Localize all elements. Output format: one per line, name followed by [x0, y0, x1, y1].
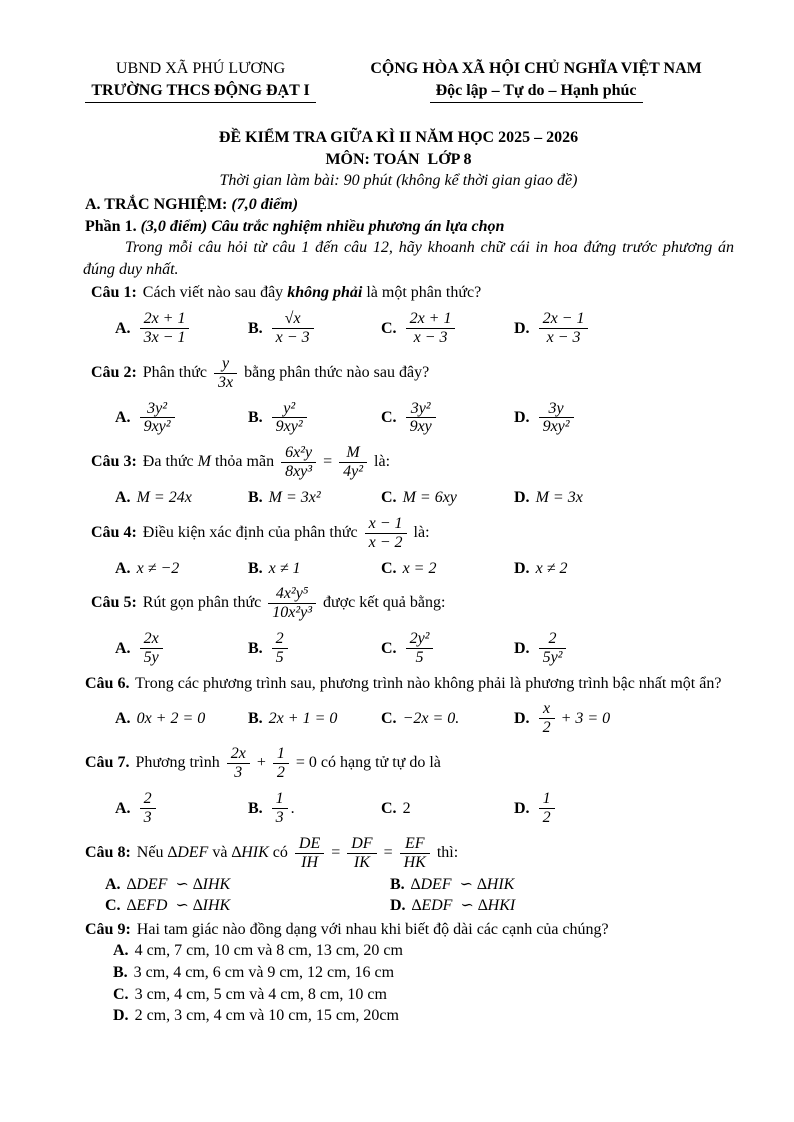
option-letter: B. [248, 559, 263, 577]
fraction-numerator: 2x [140, 630, 163, 649]
option-value: ∆EFD ∽ ∆IHK [126, 897, 231, 915]
option-letter: A. [115, 409, 131, 427]
question-1-stem [91, 282, 734, 304]
fraction-denominator: 5y² [542, 648, 563, 666]
fraction-denominator: 3 [234, 764, 243, 782]
q7-option-c [381, 798, 514, 820]
fraction [365, 515, 407, 552]
question-1-options [115, 308, 734, 349]
question-6-stem [85, 673, 734, 695]
option-value: 3 cm, 4 cm, 5 cm và 4 cm, 8 cm, 10 cm [134, 985, 387, 1003]
national-motto [338, 80, 734, 104]
fraction-denominator: 9xy² [542, 418, 570, 436]
option-letter: C. [381, 559, 397, 577]
option-letter: D. [514, 559, 530, 577]
fraction [273, 745, 289, 782]
fraction-denominator: 5 [275, 648, 284, 666]
fraction-numerator: 2x [227, 745, 250, 764]
question-1-label: Câu 1: [91, 284, 137, 302]
option-letter: C. [381, 319, 397, 337]
option-letter: A. [115, 319, 131, 337]
question-6-label: Câu 6. [85, 674, 130, 692]
fraction-denominator: HK [403, 853, 426, 871]
issuing-authority: UBND XÃ PHÚ LƯƠNG [115, 60, 286, 77]
q8-option-b [390, 874, 514, 896]
fraction-denominator: 10x²y³ [272, 604, 313, 622]
fraction [339, 444, 367, 481]
fraction-denominator: 3 [143, 808, 152, 826]
fraction [406, 310, 456, 347]
section-a-heading [85, 194, 734, 216]
q9-option-a [113, 940, 734, 962]
option-value: 3 cm, 4 cm, 6 cm và 9 cm, 12 cm, 16 cm [133, 964, 395, 982]
fraction-denominator: x − 3 [413, 328, 448, 346]
option-letter: B. [390, 875, 405, 893]
q6-option-d [514, 698, 610, 739]
fraction [347, 835, 376, 872]
exam-duration: Thời gian làm bài: 90 phút (không kể thời gian giao đề) [219, 172, 578, 190]
fraction-denominator: 2 [276, 764, 285, 782]
exam-subject: MÔN: TOÁN LỚP 8 [325, 150, 472, 168]
math-variable: M [197, 453, 211, 471]
fraction-numerator: 2x + 1 [406, 310, 456, 329]
option-letter: D. [514, 319, 530, 337]
q2-option-a [115, 398, 248, 439]
question-5-text-end: được kết quả bằng: [323, 594, 446, 612]
q7-option-b [248, 788, 381, 829]
question-4-text: Điều kiện xác định của phân thức [142, 523, 358, 541]
fraction-numerator: √x [272, 310, 314, 329]
question-3-options [115, 487, 734, 509]
question-3-text-mid: thỏa mãn [214, 453, 275, 471]
equals-zero: = 0 [295, 754, 317, 772]
q9-option-c [113, 984, 734, 1006]
q9-option-b [113, 962, 734, 984]
fraction [268, 585, 316, 622]
option-letter: C. [381, 639, 397, 657]
fraction [539, 310, 589, 347]
q2-option-d [514, 398, 577, 439]
question-8-text-end: thì: [436, 843, 459, 861]
q5-option-d [514, 628, 569, 669]
fraction-denominator: x − 2 [368, 533, 403, 551]
fraction-numerator: 2y² [406, 630, 434, 649]
equals-sign: = [323, 453, 333, 471]
question-7-options [115, 788, 734, 829]
fraction-numerator: 2x − 1 [539, 310, 589, 329]
national-motto-text: Độc lập – Tự do – Hạnh phúc [430, 80, 643, 104]
option-letter: A. [115, 710, 131, 728]
question-4-label: Câu 4: [91, 523, 137, 541]
fraction [272, 310, 314, 347]
option-letter: D. [390, 897, 406, 915]
fraction-denominator: 4y² [343, 463, 364, 481]
fraction [140, 630, 163, 667]
question-7-stem [85, 743, 734, 784]
option-letter: B. [248, 319, 263, 337]
question-8-options-row-2 [105, 895, 734, 917]
fraction-denominator: IK [353, 853, 370, 871]
option-letter: A. [115, 639, 131, 657]
option-letter: B. [248, 489, 263, 507]
equals-sign: = [383, 843, 393, 861]
fraction [140, 400, 175, 437]
question-8 [63, 833, 734, 917]
q2-option-b [248, 398, 381, 439]
option-letter: C. [113, 985, 129, 1003]
question-3 [63, 442, 734, 508]
question-4-stem [91, 513, 734, 554]
q4-option-c [381, 558, 514, 580]
fraction-numerator: x − 1 [365, 515, 407, 534]
option-value: M = 24x [136, 489, 192, 507]
part-1-label: Phần 1. [85, 217, 137, 235]
fraction-numerator: 3y² [140, 400, 175, 419]
instruction-paragraph: Trong mỗi câu hỏi từ câu 1 đến câu 12, hãy khoanh chữ cái in hoa đứng trước phương án đúng duy nhất. [83, 239, 734, 278]
question-4-options [115, 558, 734, 580]
question-8-label: Câu 8: [85, 843, 131, 861]
option-value: ∆DEF ∽ ∆HIK [410, 875, 515, 893]
question-5-options [115, 628, 734, 669]
fraction-denominator: 9xy [409, 418, 432, 436]
option-letter: A. [105, 875, 121, 893]
part-1-heading [85, 216, 734, 238]
question-8-text: Nếu [136, 843, 164, 861]
fraction-numerator: 1 [273, 745, 289, 764]
question-1-text-end: là một phân thức? [366, 284, 482, 302]
q5-option-c [381, 628, 514, 669]
q4-option-a [115, 558, 248, 580]
question-7 [63, 743, 734, 829]
q6-option-c [381, 708, 514, 730]
q4-option-d [514, 558, 567, 580]
question-5-stem [91, 583, 734, 624]
fraction-denominator: 8xy³ [285, 463, 313, 481]
question-8-stem [85, 833, 734, 874]
national-title: CỘNG HÒA XÃ HỘI CHỦ NGHĨA VIỆT NAM [370, 60, 702, 77]
fraction [539, 700, 555, 737]
fraction-numerator: 1 [539, 790, 555, 809]
fraction-numerator: 6x²y [281, 444, 316, 463]
section-a-points: (7,0 điểm) [231, 195, 299, 213]
fraction-denominator: 2 [542, 808, 551, 826]
question-2-text: Phân thức [142, 363, 207, 381]
triangle-name: ∆DEF [167, 843, 209, 861]
q2-option-c [381, 398, 514, 439]
fraction-denominator: 9xy² [143, 418, 171, 436]
option-value: x ≠ 1 [268, 559, 301, 577]
option-value: ∆DEF ∽ ∆IHK [126, 875, 231, 893]
fraction-numerator: EF [400, 835, 430, 854]
option-letter: C. [381, 799, 397, 817]
fraction [214, 355, 237, 392]
fraction-numerator: 1 [272, 790, 288, 809]
q3-option-b [248, 487, 381, 509]
q7-option-d [514, 788, 558, 829]
question-7-text: Phương trình [135, 754, 220, 772]
fraction-numerator: DF [347, 835, 376, 854]
question-9-stem [85, 919, 734, 941]
title-block [63, 127, 734, 192]
header-left-block [63, 58, 338, 103]
q5-option-b [248, 628, 381, 669]
question-1-emphasis: không phải [287, 284, 363, 302]
question-5-text: Rút gọn phân thức [142, 594, 262, 612]
option-letter: A. [115, 559, 131, 577]
question-9-label: Câu 9: [85, 920, 131, 938]
option-letter: B. [248, 799, 263, 817]
q1-option-b [248, 308, 381, 349]
question-2-options [115, 398, 734, 439]
fraction [272, 790, 288, 827]
fraction [539, 790, 555, 827]
question-2-text-end: bằng phân thức nào sau đây? [244, 363, 430, 381]
fraction-denominator: 3x − 1 [143, 328, 186, 346]
fraction [400, 835, 430, 872]
q1-option-d [514, 308, 591, 349]
fraction-denominator: x − 3 [546, 328, 581, 346]
q1-option-c [381, 308, 514, 349]
option-value: ∆EDF ∽ ∆HKI [411, 897, 516, 915]
fraction-numerator: 3y [539, 400, 574, 419]
option-value: x ≠ 2 [535, 559, 568, 577]
q7-option-a [115, 788, 248, 829]
question-7-label: Câu 7. [85, 754, 130, 772]
fraction-numerator: 4x²y⁵ [268, 585, 316, 604]
fraction-numerator: x [539, 700, 555, 719]
fraction-denominator: 5y [143, 648, 159, 666]
q6-option-b [248, 708, 381, 730]
q3-option-c [381, 487, 514, 509]
fraction-numerator: y [214, 355, 237, 374]
fraction-denominator: 3 [275, 808, 284, 826]
fraction [272, 630, 288, 667]
option-letter: A. [115, 799, 131, 817]
question-3-stem [91, 442, 734, 483]
question-8-options-row-1 [105, 874, 734, 896]
option-value: 2 [402, 799, 411, 817]
question-8-text-mid: và [212, 843, 228, 861]
option-value: M = 6xy [402, 489, 457, 507]
question-6 [63, 673, 734, 739]
header-right-block [338, 58, 734, 103]
fraction [406, 400, 436, 437]
question-9-text: Hai tam giác nào đồng dạng với nhau khi biết độ dài các cạnh của chúng? [136, 920, 609, 938]
question-1 [63, 282, 734, 348]
question-2 [63, 353, 734, 439]
option-letter: D. [514, 409, 530, 427]
option-letter: B. [113, 964, 128, 982]
option-letter: C. [105, 897, 121, 915]
option-letter: D. [113, 1007, 129, 1025]
option-letter: D. [514, 639, 530, 657]
fraction-numerator: 2 [539, 630, 567, 649]
q1-option-a [115, 308, 248, 349]
question-6-text: Trong các phương trình sau, phương trình nào không phải là phương trình bậc nhất một ẩn? [135, 674, 722, 692]
option-value: 2 cm, 3 cm, 4 cm và 10 cm, 15 cm, 20cm [134, 1007, 399, 1025]
fraction-numerator: y² [272, 400, 307, 419]
fraction [281, 444, 316, 481]
fraction [272, 400, 307, 437]
question-6-options [115, 698, 734, 739]
option-value: −2x = 0. [402, 710, 460, 728]
option-letter: C. [381, 489, 397, 507]
question-9 [63, 919, 734, 1027]
fraction [227, 745, 250, 782]
option-letter: A. [115, 489, 131, 507]
fraction [140, 790, 156, 827]
fraction-denominator: 3x [218, 373, 234, 391]
fraction [539, 400, 574, 437]
question-5 [63, 583, 734, 669]
option-letter: A. [113, 942, 129, 960]
option-value: 4 cm, 7 cm, 10 cm và 8 cm, 13 cm, 20 cm [134, 942, 403, 960]
q9-option-d [113, 1005, 734, 1027]
question-3-text: Đa thức [142, 453, 194, 471]
question-2-stem [91, 353, 734, 394]
fraction-numerator: M [339, 444, 367, 463]
plus-sign: + [256, 754, 266, 772]
q8-option-d [390, 895, 515, 917]
question-3-label: Câu 3: [91, 453, 137, 471]
q3-option-a [115, 487, 248, 509]
fraction [539, 630, 567, 667]
question-4 [63, 513, 734, 579]
option-letter: B. [248, 710, 263, 728]
q3-option-d [514, 487, 583, 509]
option-letter: B. [248, 409, 263, 427]
fraction-numerator: 2 [272, 630, 288, 649]
question-4-text-end: là: [413, 523, 430, 541]
section-a-label: A. TRẮC NGHIỆM: [85, 195, 228, 213]
option-letter: D. [514, 710, 530, 728]
fraction-numerator: 2 [140, 790, 156, 809]
question-3-text-end: là: [374, 453, 391, 471]
option-value: M = 3x² [268, 489, 321, 507]
option-value: 2x + 1 = 0 [268, 710, 338, 728]
option-value: x = 2 [402, 559, 437, 577]
option-letter: C. [381, 409, 397, 427]
exam-title: ĐỀ KIỂM TRA GIỮA KÌ II NĂM HỌC 2025 – 2026 [218, 129, 579, 147]
q8-option-c [105, 895, 390, 917]
q8-option-a [105, 874, 390, 896]
option-letter: D. [514, 489, 530, 507]
option-value: x ≠ −2 [136, 559, 180, 577]
option-letter: C. [381, 710, 397, 728]
fraction-denominator: IH [301, 853, 318, 871]
question-7-text-end: có hạng tử tự do là [320, 754, 441, 772]
fraction-denominator: x − 3 [275, 328, 310, 346]
question-1-text: Cách viết nào sau đây [142, 284, 284, 302]
question-2-label: Câu 2: [91, 363, 137, 381]
triangle-name: ∆HIK [231, 843, 269, 861]
option-suffix: . [290, 799, 295, 817]
question-8-text-mid2: có [272, 843, 288, 861]
option-value-tail: + 3 = 0 [560, 710, 611, 728]
option-letter: D. [514, 799, 530, 817]
fraction-numerator: 3y² [406, 400, 436, 419]
school-name-text: TRƯỜNG THCS ĐỘNG ĐẠT I [85, 80, 315, 104]
fraction-denominator: 5 [415, 648, 424, 666]
equals-sign: = [331, 843, 341, 861]
fraction [140, 310, 190, 347]
fraction-numerator: 2x + 1 [140, 310, 190, 329]
school-name [63, 80, 338, 104]
part-1-title: (3,0 điểm) Câu trắc nghiệm nhiều phương án lựa chọn [140, 217, 505, 235]
option-value: M = 3x [535, 489, 583, 507]
fraction-denominator: 2 [542, 719, 551, 737]
option-value: 0x + 2 = 0 [136, 710, 206, 728]
fraction [406, 630, 434, 667]
question-5-label: Câu 5: [91, 594, 137, 612]
fraction [295, 835, 324, 872]
option-letter: B. [248, 639, 263, 657]
fraction-denominator: 9xy² [275, 418, 303, 436]
q4-option-b [248, 558, 381, 580]
document-header [63, 58, 734, 103]
q6-option-a [115, 708, 248, 730]
fraction-numerator: DE [295, 835, 324, 854]
q5-option-a [115, 628, 248, 669]
